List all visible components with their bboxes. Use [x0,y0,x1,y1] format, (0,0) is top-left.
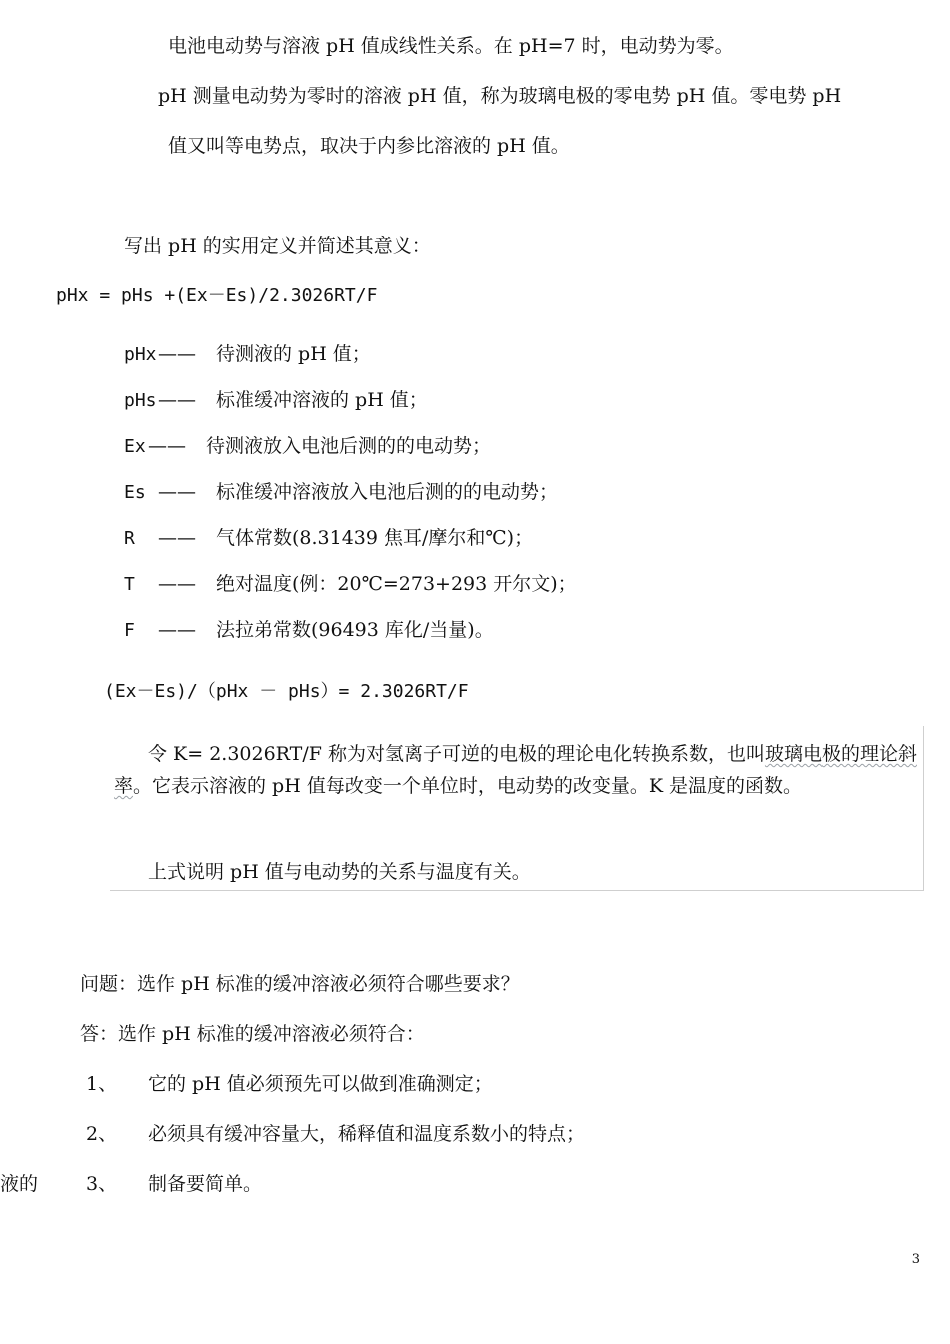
term-desc: 气体常数(8.31439 焦耳/摩尔和℃)； [216,527,534,549]
term-symbol: R [124,528,135,549]
term-row-phx [124,342,371,367]
intro-line-3: 值又叫等电势点，取决于内参比溶液的 pH 值。 [168,135,570,157]
term-dash: —— [158,389,196,411]
answer: 答：选作 pH 标准的缓冲溶液必须符合： [80,1023,425,1045]
term-desc: 待测液放入电池后测的的电动势； [206,435,492,457]
term-dash: —— [148,435,186,457]
term-row-ex [124,434,491,459]
question: 问题：选作 pH 标准的缓冲溶液必须符合哪些要求？ [80,973,520,995]
term-symbol: Es [124,482,146,503]
definition-heading: 写出 pH 的实用定义并简述其意义： [124,235,431,257]
list-item-number: 1、 [86,1073,118,1095]
page-number: 3 [911,1252,920,1267]
list-item [86,1122,585,1146]
term-symbol: pHx [124,344,157,365]
term-row-es [124,480,558,505]
list-item-number: 3、 [86,1173,118,1195]
term-row-f [124,618,494,643]
list-item [86,1172,262,1196]
list-item-number: 2、 [86,1123,118,1145]
term-dash: —— [158,481,196,503]
term-symbol: F [124,620,135,641]
list-item-text: 必须具有缓冲容量大，稀释值和温度系数小的特点； [148,1123,586,1145]
term-dash: —— [158,527,196,549]
slope-highlight-2: 极的理论斜率 [114,743,917,797]
margin-fragment: 液的 [0,1173,39,1195]
slope-text-part2: 。它表示溶液的 pH 值每改变一个单位时，电动势的改变量。K 是温度的函数。 [133,775,803,797]
intro-line-2: pH 测量电动势为零时的溶液 pH 值，称为玻璃电极的零电势 pH 值。零电势 pH [158,85,842,107]
term-row-phs [124,388,428,413]
slope-text-part1: 令 K= 2.3026RT/F 称为对氢离子可逆的电极的理论电化转换系数，也叫 [148,743,765,765]
slope-paragraph [114,738,922,802]
term-dash: —— [158,573,196,595]
term-desc: 法拉弟常数(96493 库化/当量)。 [216,619,494,641]
intro-line-1: 电池电动势与溶液 pH 值成线性关系。在 pH=7 时，电动势为零。 [168,35,734,57]
list-item [86,1072,493,1096]
term-row-r [124,526,533,551]
term-dash: —— [158,343,196,365]
term-symbol: Ex [124,436,146,457]
slope-formula: (Ex－Es)/（pHx － pHs）= 2.3026RT/F [104,681,469,702]
term-desc: 待测液的 pH 值； [216,343,371,365]
list-item-text: 制备要简单。 [148,1173,263,1195]
term-dash: —— [158,619,196,641]
slope-box [110,726,924,891]
term-desc: 标准缓冲溶液放入电池后测的的电动势； [216,481,559,503]
term-symbol: T [124,574,135,595]
list-item-text: 它的 pH 值必须预先可以做到准确测定； [148,1073,493,1095]
slope-highlight-1: 玻璃电 [764,743,822,765]
term-desc: 标准缓冲溶液的 pH 值； [216,389,428,411]
term-symbol: pHs [124,390,157,411]
ph-formula: pHx = pHs +(Ex－Es)/2.3026RT/F [56,285,378,306]
slope-note: 上式说明 pH 值与电动势的关系与温度有关。 [148,861,531,883]
term-desc: 绝对温度(例：20℃=273+293 开尔文)； [216,573,577,595]
term-row-t [124,572,577,597]
